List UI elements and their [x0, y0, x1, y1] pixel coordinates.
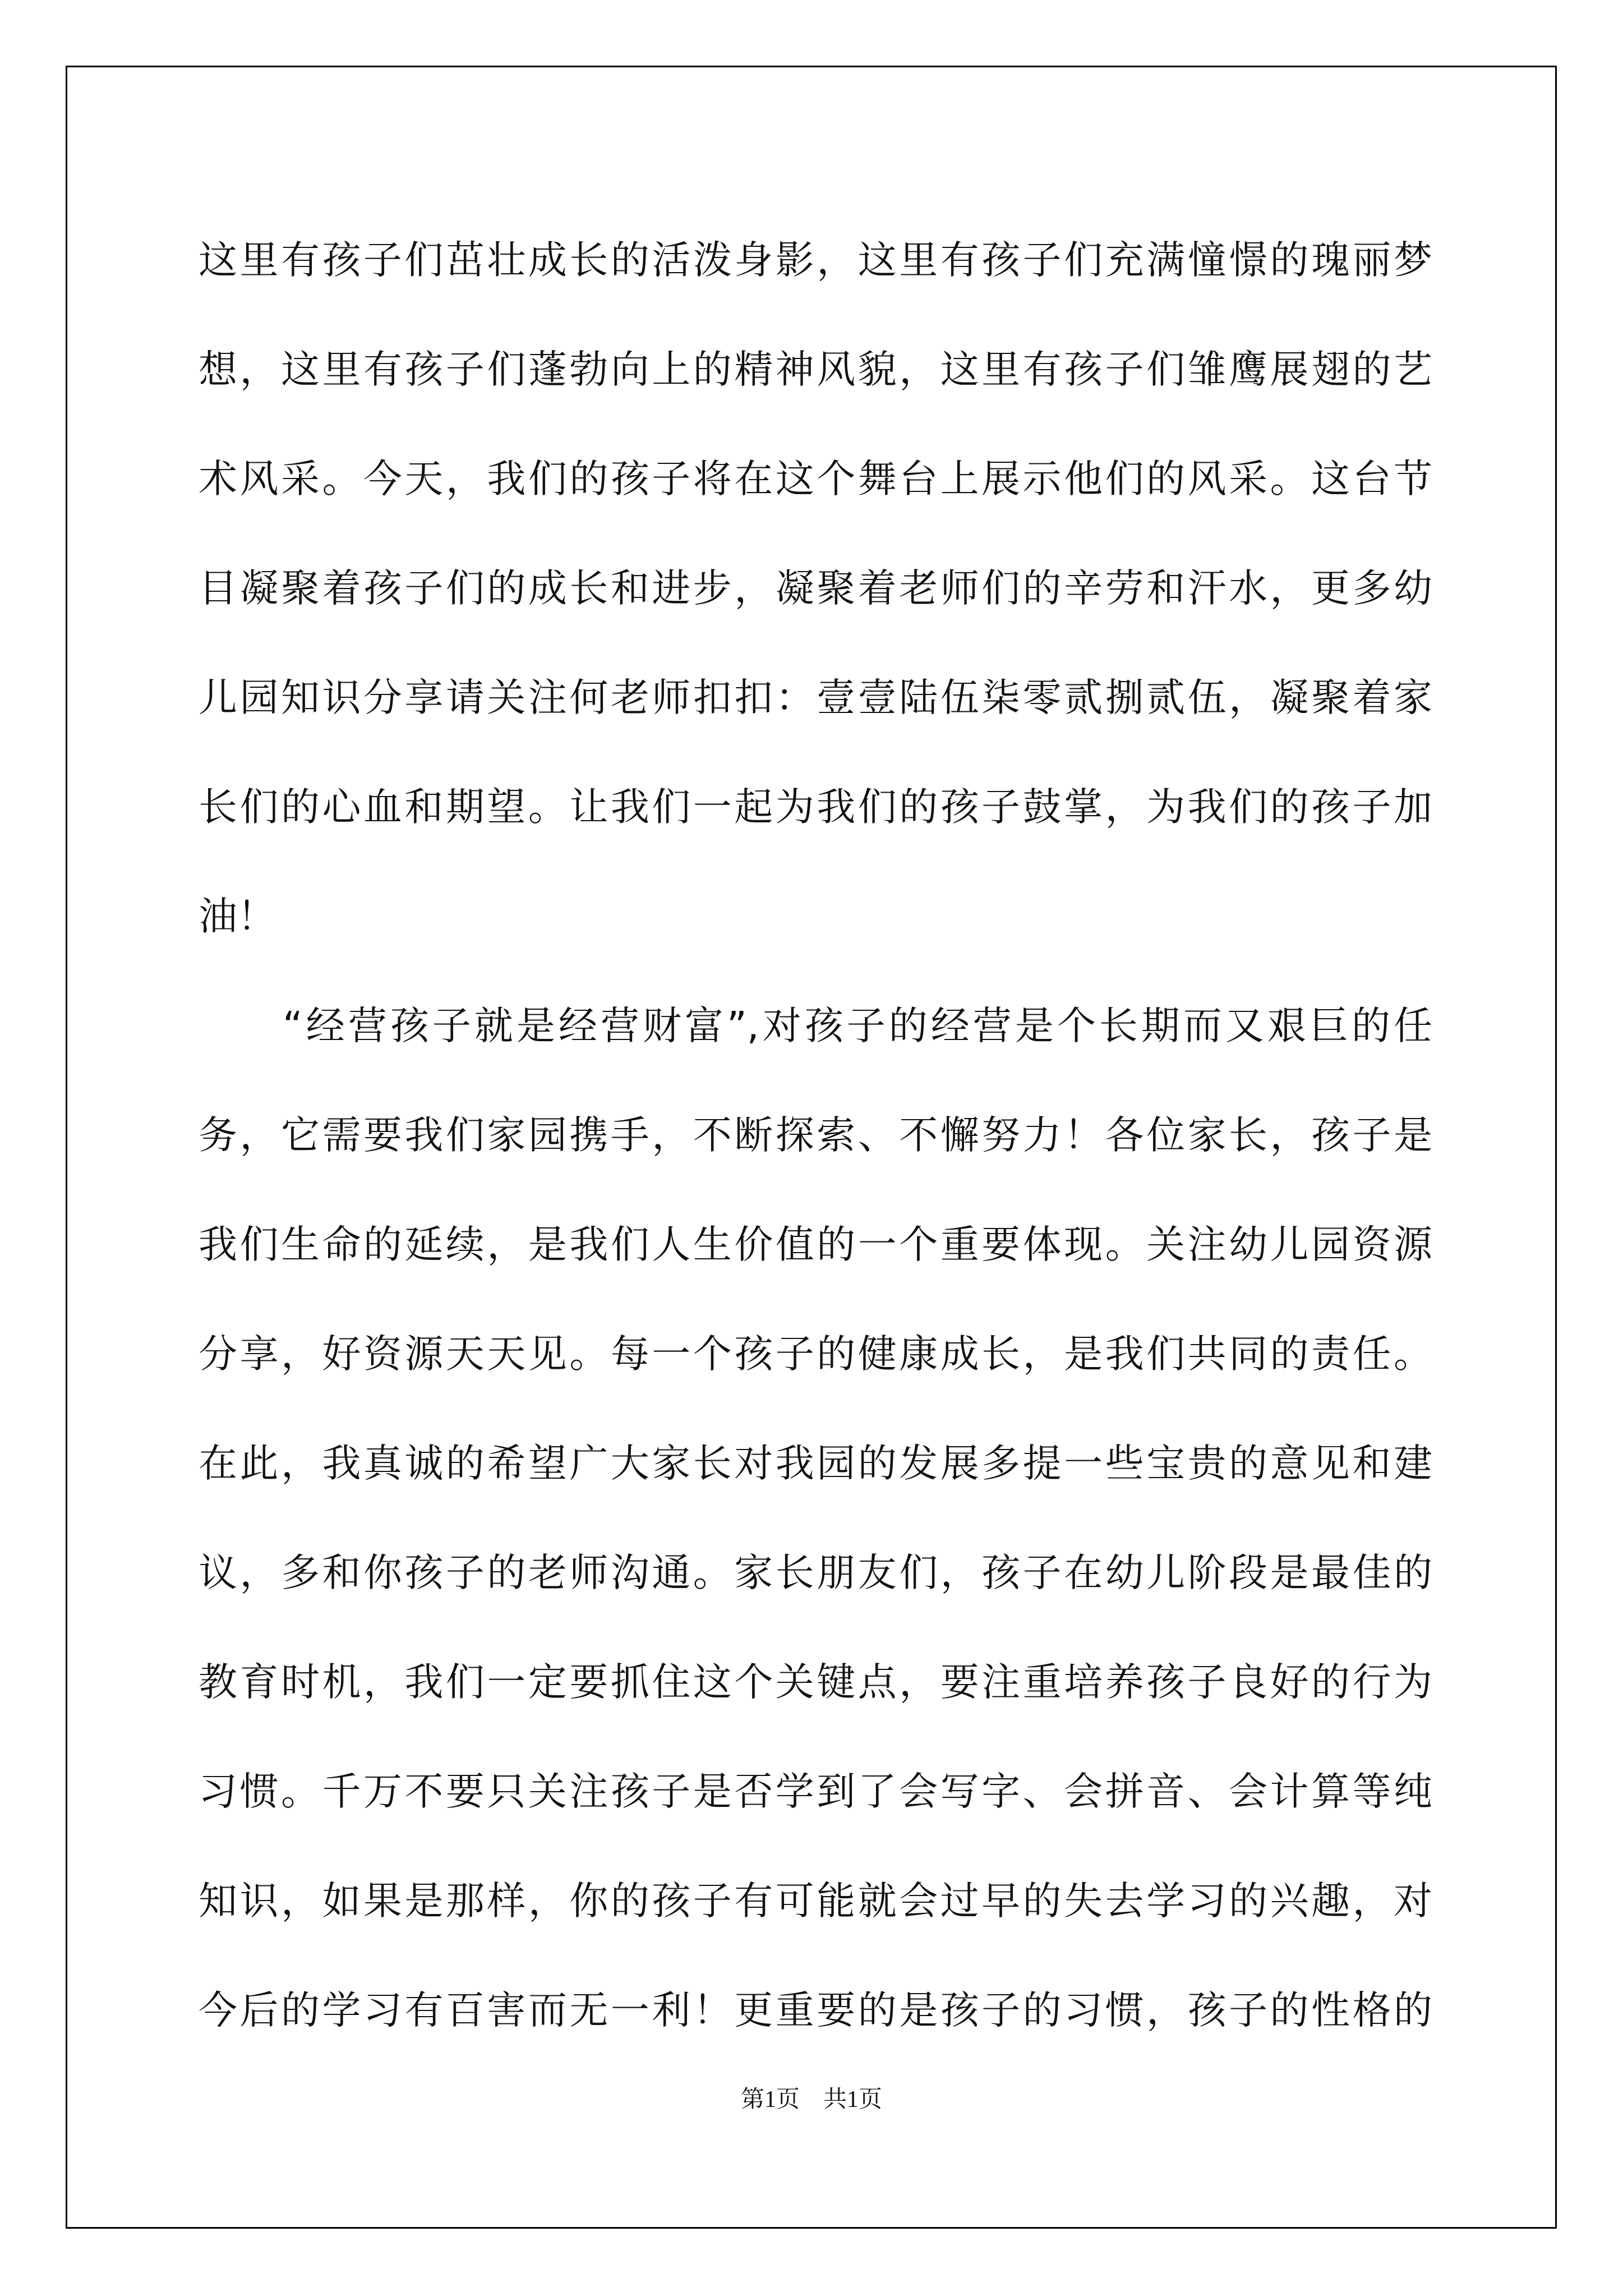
paragraph-2 — [199, 972, 1432, 2065]
text-line: 习惯。千万不要只关注孩子是否学到了会写字、会拼音、会计算等纯 — [199, 1769, 1432, 1814]
text-line: 目凝聚着孩子们的成长和进步，凝聚着老师们的辛劳和汗水，更多幼 — [199, 566, 1432, 611]
text-line: 分享，好资源天天见。每一个孩子的健康成长，是我们共同的责任。 — [199, 1332, 1432, 1377]
text-line: 今后的学习有百害而无一利！更重要的是孩子的习惯，孩子的性格的 — [199, 1988, 1432, 2033]
text-line: 知识，如果是那样，你的孩子有可能就会过早的失去学习的兴趣，对 — [199, 1879, 1432, 1924]
text-line: 议，多和你孩子的老师沟通。家长朋友们，孩子在幼儿阶段是最佳的 — [199, 1550, 1432, 1595]
text-line: 术风采。今天，我们的孩子将在这个舞台上展示他们的风采。这台节 — [199, 457, 1432, 501]
page-number-footer: 第1页 共1页 — [740, 2087, 882, 2113]
text-line: 教育时机，我们一定要抓住这个关键点，要注重培养孩子良好的行为 — [199, 1660, 1432, 1705]
text-line: 在此，我真诚的希望广大家长对我园的发展多提一些宝贵的意见和建 — [199, 1441, 1432, 1486]
text-line: 务，它需要我们家园携手，不断探索、不懈努力！各位家长，孩子是 — [199, 1113, 1432, 1158]
text-line: 想，这里有孩子们蓬勃向上的精神风貌，这里有孩子们雏鹰展翅的艺 — [199, 347, 1432, 392]
text-line: “经营孩子就是经营财富”,对孩子的经营是个长期而又艰巨的任 — [199, 1004, 1432, 1048]
text-line: 油！ — [199, 894, 276, 939]
text-line: 儿园知识分享请关注何老师扣扣：壹壹陆伍柒零贰捌贰伍，凝聚着家 — [199, 675, 1432, 720]
text-line: 我们生命的延续，是我们人生价值的一个重要体现。关注幼儿园资源 — [199, 1222, 1432, 1267]
paragraph-1 — [199, 206, 1432, 972]
text-line: 长们的心血和期望。让我们一起为我们的孩子鼓掌，为我们的孩子加 — [199, 785, 1432, 830]
document-body — [199, 206, 1432, 2065]
text-line: 这里有孩子们茁壮成长的活泼身影，这里有孩子们充满憧憬的瑰丽梦 — [199, 238, 1432, 283]
